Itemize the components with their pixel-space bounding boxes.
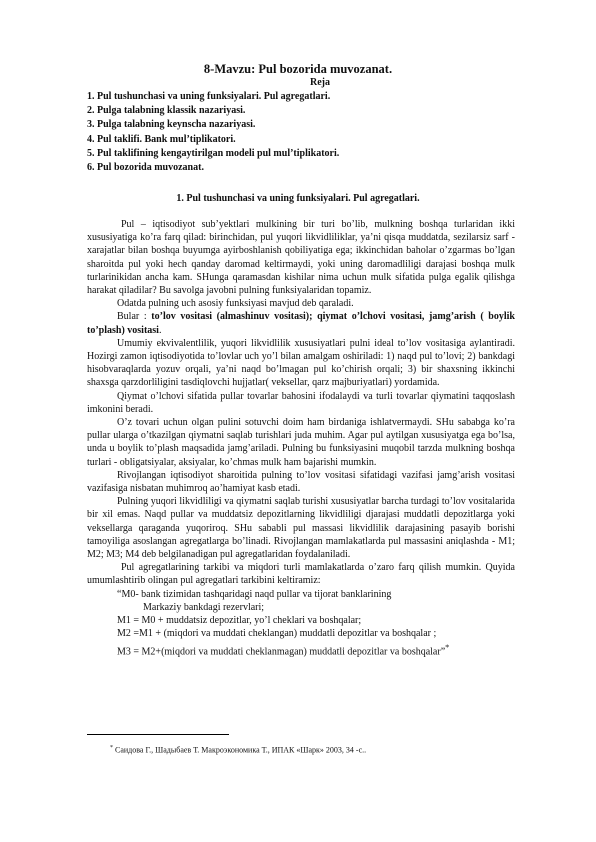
footnote-text: Саидова Г., Шадыбаев Т. Макроэкономика Т., ИПАК «Шарк» 2003, 34 -с.. <box>115 745 367 755</box>
paragraph-functions <box>87 310 515 336</box>
footnote-divider <box>87 734 229 735</box>
paragraph: Umumiy ekvivalentlilik, yuqori likvidlilik xususiyatlari pulni ideal to’lov vositasiga aylantiradi. Hozirgi zamon iqtisodiyotida to’lovlar uch yo’l bilan amalgam oshiriladi: 1) naqd pul to’lovi; 2) bankdagi hisobvaraqlarda yozuv orqali, ya’ni naqd bo’lmagan pul ko’chirish orqali; 3) bir shaxsning ikkinchi shaxsga qarzdorliligini tasdiqlovchi hujjatlar( veksellar, qarz majburiyatlari) yordamida. <box>87 337 515 389</box>
paragraph: O’z tovari uchun olgan pulini sotuvchi doim ham birdaniga ishlatvermaydi. SHu sababga ko’ra pullar ularga o’tkazilgan qiymatni saqlab turishlari juda muhim. Agar pul aytilgan xususiyatga ega bo’lsa, unda u boylik to’plash maqsadida jamg’ariladi. Pulning bu funksiyasini muqobil tarzda mulkning boshqa turlari - obligatsiyalar, aksiyalar, ko’chmas mulk ham bajarishi mumkin. <box>87 417 515 468</box>
footnote-mark: * <box>110 745 113 751</box>
paragraph: Pul agregatlarining tarkibi va miqdori turli mamlakatlarda o’zaro farq qilish mumkin. Quyida umumlashtirib olingan pul agregatlari tarkibini keltiramiz: <box>87 562 515 587</box>
aggregate-line: M2 =M1 + (miqdori va muddati cheklangan) muddatli depozitlar va boshqalar ; <box>117 628 437 640</box>
paragraph-lead: Bular : <box>117 311 152 323</box>
plan-item: 3. Pulga talabning keynscha nazariyasi. <box>87 119 256 131</box>
paragraph: Pul – iqtisodiyot sub’yektlari mulkining bir turi bo’lib, mulkning boshqa turlaridan ikki xususiyatiga ko’ra farq qilad: birinchidan, pul yuqori likvidliliklar, ya’ni qisqa muddatda, sezilarsiz sarf - xarajatlar bilan boshqa buyumga ayirboshlanish qobiliyatiga ega; ikkinchidan baholar o’zgarmas bo’lgan sharoitda pul yoki hech qanday daromad keltirmaydi, yoki uning daromadliligi darajasi boshqa mulk turlarinikidan ancha kam. SHunga qaramasdan kishilar nima uchun mulk sifatida pulga egalik qilishga harakat qiladilar? Bu savolga javobni pulning funksiyalaridan topamiz. <box>87 219 515 297</box>
paragraph: Odatda pulning uch asosiy funksiyasi mavjud deb qaraladi. <box>117 298 354 310</box>
functions-bold-text: to’lov vositasi (almashinuv vositasi); qiymat o’lchovi vositasi, jamg’arish ( boylik to’plash) vositasi <box>87 311 515 336</box>
plan-item: 6. Pul bozorida muvozanat. <box>87 162 204 174</box>
paragraph: Rivojlangan iqtisodiyot sharoitida pulning to’lov vositasi sifatidagi vazifasi jamg’arish vositasi vazifasiga nisbatan muhimroq ao’hamiyat kasb etadi. <box>87 469 515 495</box>
aggregate-line: M1 = M0 + muddatsiz depozitlar, yo’l cheklari va boshqalar; <box>117 615 362 627</box>
plan-item: 1. Pul tushunchasi va uning funksiyalari. Pul agregatlari. <box>87 91 331 102</box>
plan-heading: Reja <box>310 77 330 88</box>
plan-item: 4. Pul taklifi. Bank mul’tiplikatori. <box>87 133 236 145</box>
plan-list <box>87 90 339 175</box>
section-heading: 1. Pul tushunchasi va uning funksiyalari. Pul agregatlari. <box>176 193 420 204</box>
paragraph: Pulning yuqori likvidliligi va qiymatni saqlab turishi xususiyatlar barcha turdagi to’lov vositalarida bir xil emas. Naqd pullar va muddatsiz depozitlarning likvidliligi djarajasi muddatli depozitlarga yoki veksellarga qaraganda yuqoriroq. SHu sababli pul massasi likvidlilik darajasining pasayib borishi tamoyiliga asoslangan agregatlarga bo’linadi. Rivojlangan mamlakatlarda pul massasini aniqlashda - M1; M2; M3; M4 deb belgilanadigan pul agregatlaridan foydalaniladi. <box>87 496 515 561</box>
aggregates-list <box>87 588 515 658</box>
plan-item: 2. Pulga talabning klassik nazariyasi. <box>87 105 246 117</box>
paragraph: Qiymat o’lchovi sifatida pullar tovarlar bahosini ifodalaydi va turli tovarlar qiymatini taqqoslash imkonini beradi. <box>87 390 515 415</box>
footnote-ref: * <box>445 642 450 652</box>
aggregate-line <box>117 641 515 659</box>
paragraph-tail: . <box>158 324 162 336</box>
plan-item: 5. Pul taklifining kengaytirilgan modeli pul mul’tiplikatori. <box>87 147 340 159</box>
footnote <box>110 745 366 755</box>
aggregate-text: M3 = M2+(miqdori va muddati cheklanmagan) muddatli depozitlar va boshqalar” <box>117 645 446 657</box>
aggregate-line: “M0- bank tizimidan tashqaridagi naqd pullar va tijorat banklarining <box>117 588 392 600</box>
aggregate-line: Markaziy bankdagi rezervlari; <box>143 601 265 613</box>
page-title: 8-Mavzu: Pul bozorida muvozanat. <box>203 62 393 76</box>
body-text <box>87 218 515 658</box>
